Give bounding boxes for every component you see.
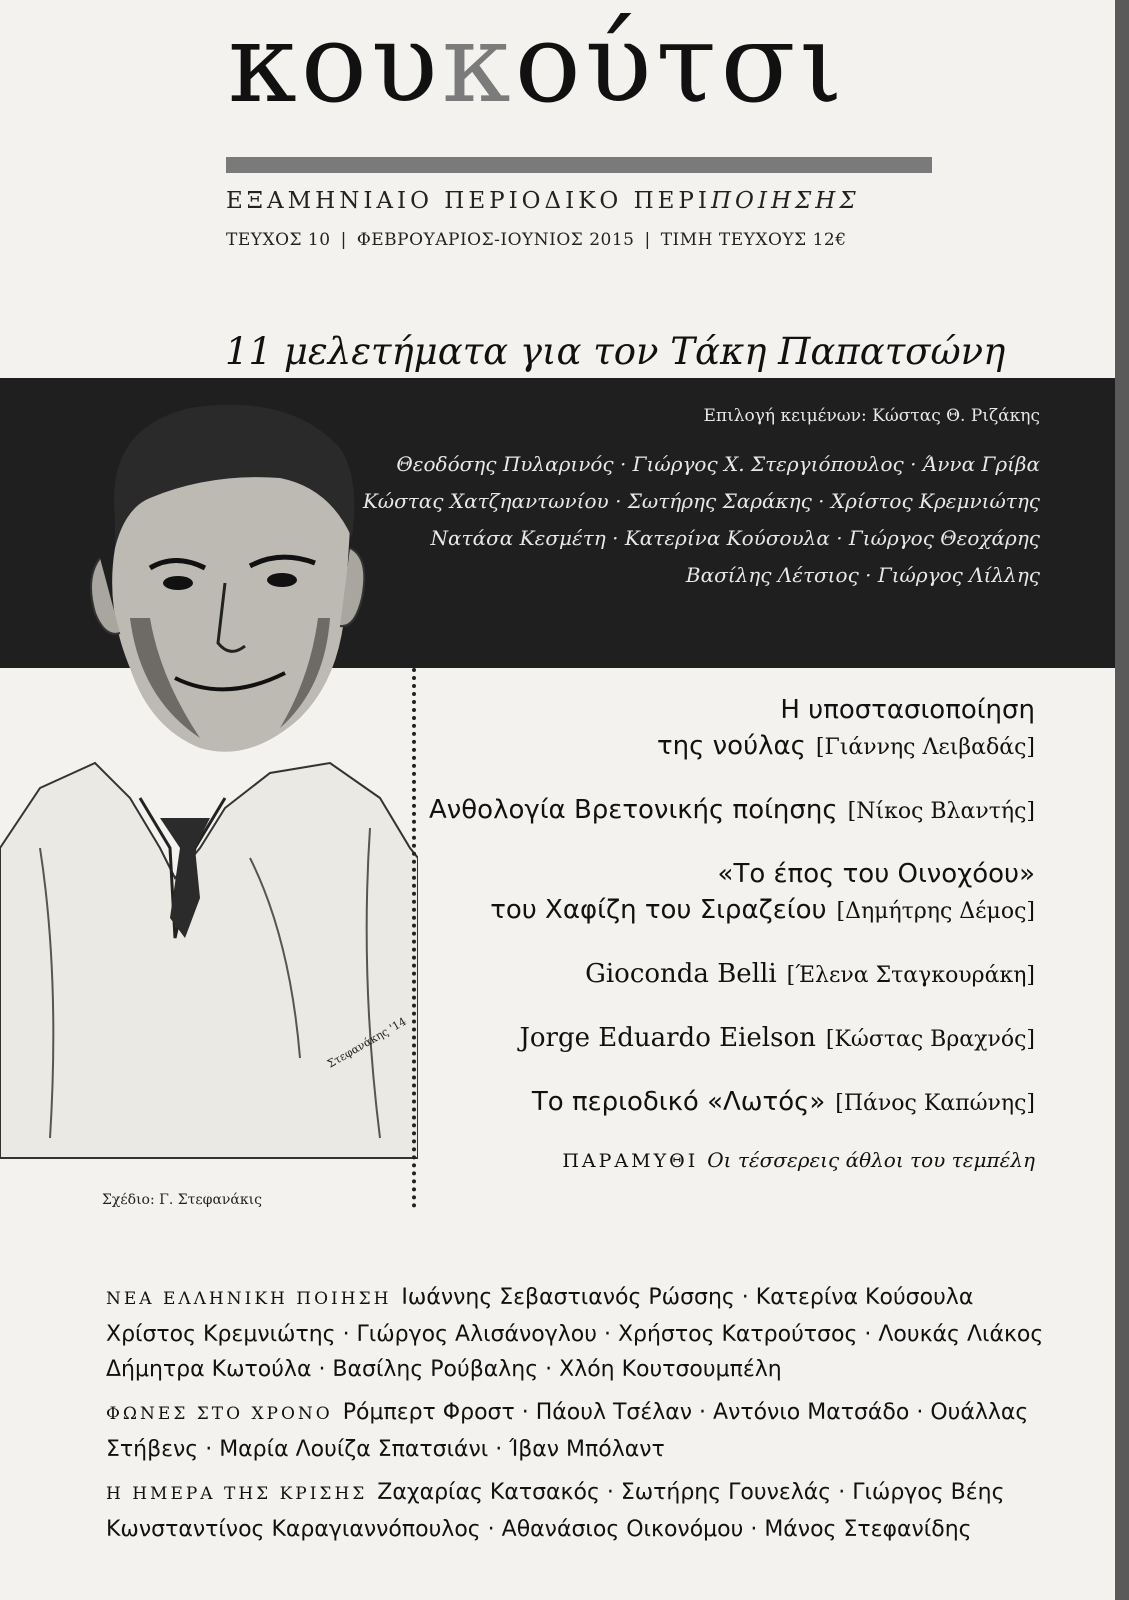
portrait-drawing	[0, 378, 418, 1208]
logo-part: ούτσι	[514, 0, 847, 127]
issue-price: ΤΙΜΗ ΤΕΥΧΟΥΣ 12€	[660, 230, 847, 250]
contributor-line: Νατάσα Κεσμέτη · Κατερίνα Κούσουλα · Γιώργος Θεοχάρης	[430, 526, 1040, 550]
feature-contributors-block	[363, 406, 1040, 594]
item-author: [Έλενα Σταγκουράκη]	[786, 963, 1035, 988]
logo-part-accent: κ	[441, 0, 515, 127]
sections-footer	[106, 1280, 1066, 1555]
item-author: [Νίκος Βλαντής]	[847, 799, 1035, 824]
magazine-logo	[228, 0, 928, 127]
item-title: Η υποστασιοποίηση	[780, 695, 1035, 725]
item-author: [Δημήτρης Δέμος]	[836, 899, 1035, 924]
contents-item	[429, 792, 1035, 830]
item-author: [Κώστας Βραχνός]	[825, 1027, 1035, 1052]
item-author: [Γιάννης Λειβαδάς]	[815, 735, 1035, 760]
item-title: του Χαφίζη του Σιραζείου	[490, 895, 827, 925]
section-line: Ζαχαρίας Κατσακός · Σωτήρης Γουνελάς · Γιώργος Βέης	[377, 1480, 1005, 1505]
item-title: Gioconda Belli	[585, 959, 777, 989]
logo-part: κου	[228, 0, 442, 127]
fable-title: Οι τέσσερεις άθλοι του τεμπέλη	[707, 1148, 1035, 1172]
section-voices-in-time	[106, 1395, 1066, 1467]
section-line: Δήμητρα Κωτούλα · Βασίλης Ρούβαλης · Χλόη Κουτσουμπέλη	[106, 1357, 782, 1382]
section-line: Κωνσταντίνος Καραγιαννόπουλος · Αθανάσιος Οικονόμου · Μάνος Στεφανίδης	[106, 1517, 972, 1542]
issue-period: ΦΕΒΡΟΥΑΡΙΟΣ-ΙΟΥΝΙΟΣ 2015	[356, 230, 635, 250]
item-title: Ανθολογία Βρετονικής ποίησης	[428, 795, 838, 825]
section-line: Ρόμπερτ Φροστ · Πάουλ Τσέλαν · Αντόνιο Ματσάδο · Ουάλλας	[342, 1400, 1029, 1425]
feature-headline: 11 μελετήματα για τον Τάκη Παπατσώνη	[225, 330, 1006, 373]
section-day-of-judgment	[106, 1475, 1066, 1547]
item-title: «Το έπος του Οινοχόου»	[717, 859, 1035, 889]
issue-number: ΤΕΥΧΟΣ 10	[226, 230, 331, 250]
magazine-subtitle	[226, 188, 860, 214]
masthead-rule	[226, 157, 932, 173]
fable-label: ΠΑΡΑΜΥΘΙ	[562, 1150, 699, 1172]
contents-item	[429, 1084, 1035, 1122]
section-line: Στήβενς · Μαρία Λουίζα Σπατσιάνι · Ίβαν Μπόλαντ	[106, 1437, 665, 1462]
item-title: Jorge Eduardo Eielson	[519, 1023, 816, 1053]
contributor-line: Βασίλης Λέτσιος · Γιώργος Λίλλης	[685, 563, 1040, 587]
contents-item	[429, 856, 1035, 930]
contents-item	[429, 1020, 1035, 1058]
section-label: ΝΕΑ ΕΛΛΗΝΙΚΗ ΠΟΙΗΣΗ	[106, 1289, 392, 1309]
divider: |	[340, 230, 347, 250]
artist-signature: Στεφανάκης '14	[325, 1014, 409, 1071]
item-title: της νούλας	[657, 731, 806, 761]
subtitle-italic: ΠΟΙΗΣΗΣ	[710, 188, 860, 214]
contents-item	[429, 692, 1035, 766]
masthead	[0, 0, 1115, 373]
contributor-line: Κώστας Χατζηαντωνίου · Σωτήρης Σαράκης · Χρίστος Κρεμνιώτης	[362, 489, 1040, 513]
section-line: Χρίστος Κρεμνιώτης · Γιώργος Αλισάνογλου · Χρήστος Κατρούτσος · Λουκάς Λιάκος	[106, 1322, 1044, 1347]
divider: |	[644, 230, 651, 250]
subtitle-text: ΕΞΑΜΗΝΙΑΙΟ ΠΕΡΙΟΔΙΚΟ ΠΕΡΙ	[226, 188, 711, 214]
editor-credit: Επιλογή κειμένων: Κώστας Θ. Ριζάκης	[703, 406, 1040, 426]
issue-info	[226, 230, 847, 250]
section-label: Η ΗΜΕΡΑ ΤΗΣ ΚΡΙΣΗΣ	[106, 1484, 368, 1504]
item-author: [Πάνος Καπώνης]	[835, 1091, 1035, 1116]
item-title: Το περιοδικό «Λωτός»	[531, 1087, 826, 1117]
contents-item	[429, 956, 1035, 994]
fable-item	[429, 1148, 1035, 1172]
section-label: ΦΩΝΕΣ ΣΤΟ ΧΡΟΝΟ	[106, 1404, 333, 1424]
perforated-edge	[412, 668, 420, 1208]
section-new-greek-poetry	[106, 1280, 1066, 1387]
contributor-line: Θεοδόσης Πυλαρινός · Γιώργος Χ. Στεργιόπουλος · Άννα Γρίβα	[396, 452, 1040, 476]
contents-list	[429, 692, 1035, 1172]
section-line: Ιωάννης Σεβαστιανός Ρώσσης · Κατερίνα Κούσουλα	[401, 1285, 974, 1310]
drawing-credit: Σχέδιο: Γ. Στεφανάκις	[102, 1192, 262, 1208]
